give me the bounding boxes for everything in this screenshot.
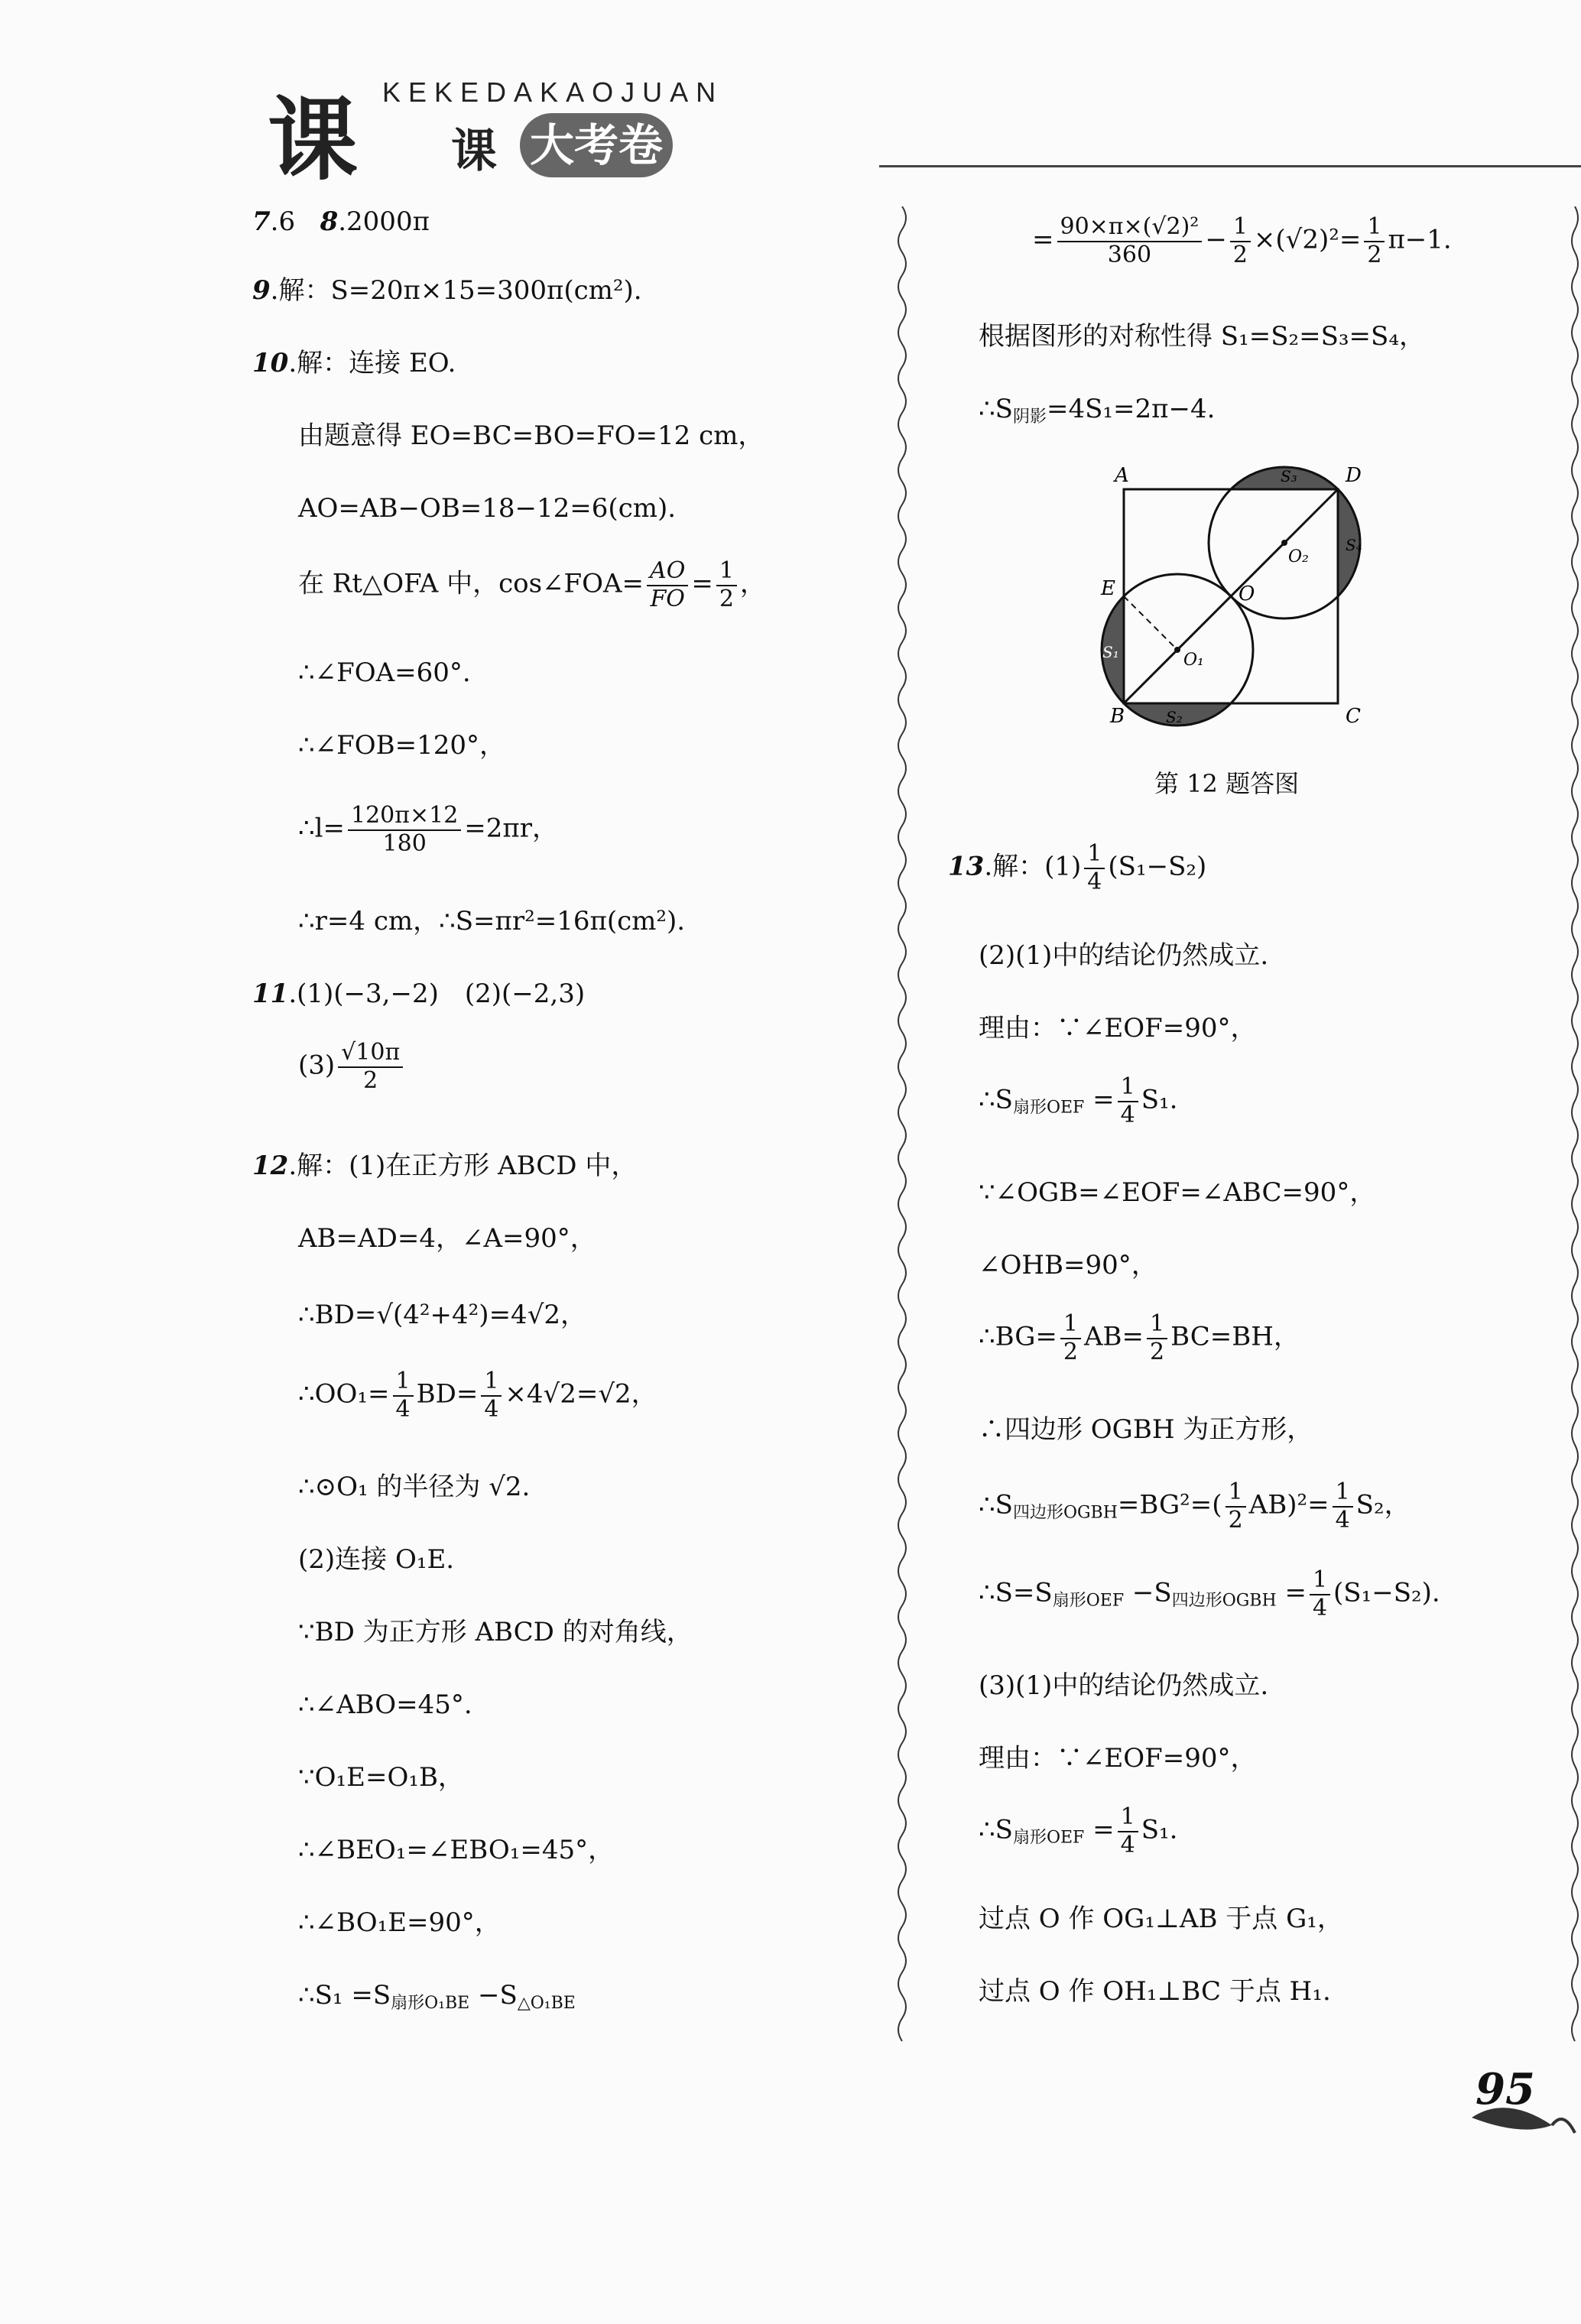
answer-12-line-2: AB=AD=4，∠A=90°，	[298, 1223, 596, 1254]
svg-text:O₁: O₁	[1183, 651, 1204, 670]
answer-13-line-4: $\therefore S_{扇形OEF}$ = $\frac{1}{4}$ S₁.	[979, 1073, 1178, 1128]
svg-text:D: D	[1346, 464, 1362, 487]
answer-13-line-10: $\therefore S=S_{扇形OEF} -S_{四边形OGBH}$ = $\frac{1}{4}$ (S₁−S₂).	[979, 1566, 1440, 1621]
answer-13-line-2: (2)(1)中的结论仍然成立.	[979, 940, 1269, 971]
answer-13-line-11: (3)(1)中的结论仍然成立.	[979, 1670, 1269, 1701]
answer-12-line-11: ∴∠BO₁E=90°，	[298, 1907, 501, 1938]
svg-text:S₄: S₄	[1346, 536, 1362, 554]
logo-character: 课	[268, 86, 359, 193]
answer-9: 9.解：S=20π×15=300π(cm²).	[252, 275, 642, 306]
svg-text:B: B	[1110, 705, 1125, 728]
figure-caption: 第 12 题答图	[1154, 769, 1300, 798]
answer-12-line-6: (2)连接 O₁E.	[298, 1544, 455, 1575]
column-divider	[891, 206, 914, 2056]
svg-text:S₂: S₂	[1166, 708, 1183, 726]
answer-13-line-3: 理由：∵∠EOF=90°，	[979, 1013, 1257, 1044]
svg-text:S₃: S₃	[1281, 467, 1297, 485]
answer-10-line-7: ∴l= $\frac{120\pi\times 12}{180}$ =2πr，	[298, 802, 559, 857]
svg-text:O₂: O₂	[1288, 547, 1309, 566]
answer-12-line-12: ∴S₁ $=S_{扇形O_1BE} -S_{\triangle O_1BE}$	[298, 1980, 576, 2013]
answer-11-line-2: (3) $\frac{√10\pi}{2}$	[298, 1040, 406, 1094]
figure-12-diagram	[1093, 459, 1368, 734]
svg-text:S₁: S₁	[1102, 643, 1119, 661]
logo-badge: 大考卷	[520, 113, 673, 177]
svg-text:E: E	[1101, 577, 1115, 600]
answer-12-cont-line-3: $\therefore S_{阴影}=4S_1=2\pi-4$.	[979, 394, 1216, 427]
answer-10-line-2: 由题意得 EO=BC=BO=FO=12 cm，	[298, 420, 765, 451]
answer-12-line-8: ∴∠ABO=45°.	[298, 1689, 472, 1720]
answer-10: 10.解：连接 EO.	[252, 348, 456, 378]
answer-12-line-9: ∵O₁E=O₁B，	[298, 1762, 464, 1793]
answer-13-line-6: ∠OHB=90°，	[979, 1250, 1157, 1280]
svg-text:A: A	[1115, 464, 1129, 487]
answer-10-line-8: ∴r=4 cm，∴S=πr²=16π(cm²).	[298, 906, 686, 936]
answer-10-line-5: ∴∠FOA=60°.	[298, 657, 471, 688]
answer-13-line-8: ∴四边形 OGBH 为正方形，	[979, 1414, 1313, 1445]
answer-12-cont-line-1: = $\frac{\text{90×π×(√2)²}}{360}$ − $\frac{1}{2}$ ×(√2)²= $\frac{1}{2}$ π−1.	[1032, 213, 1452, 268]
answer-7-8: 7.6 8.2000π	[252, 206, 430, 237]
answer-12-line-5: ∴⊙O₁ 的半径为 √2.	[298, 1472, 531, 1502]
answer-13-line-15: 过点 O 作 OH₁⊥BC 于点 H₁.	[979, 1976, 1331, 2007]
answer-12-line-10: ∴∠BEO₁=∠EBO₁=45°，	[298, 1835, 615, 1865]
answer-12: 12.解：(1)在正方形 ABCD 中，	[252, 1151, 638, 1181]
answer-10-line-6: ∴∠FOB=120°，	[298, 730, 505, 761]
answer-13-line-12: 理由：∵∠EOF=90°，	[979, 1743, 1257, 1774]
answer-13: 13.解：(1) $\frac{1}{4}$ (S₁−S₂)	[948, 840, 1207, 895]
answer-13-line-14: 过点 O 作 OG₁⊥AB 于点 G₁，	[979, 1904, 1343, 1934]
header-rule	[879, 165, 1581, 167]
svg-text:O: O	[1239, 583, 1255, 605]
page-number: 95	[1475, 2064, 1535, 2115]
answer-12-line-4: ∴OO₁= $\frac{1}{4}$ BD= $\frac{1}{4}$ ×4√2=√2，	[298, 1368, 657, 1423]
answer-12-line-7: ∵BD 为正方形 ABCD 的对角线，	[298, 1617, 693, 1647]
answer-12-line-3: ∴BD=√(4²+4²)=4√2，	[298, 1300, 586, 1330]
answer-11: 11.(1)(−3,−2) (2)(−2,3)	[252, 979, 586, 1009]
answer-13-line-13: $\therefore S_{扇形OEF}$ = $\frac{1}{4}$ S₁.	[979, 1803, 1178, 1858]
logo-pinyin: KEKEDAKAOJUAN	[382, 76, 724, 108]
answer-12-cont-line-2: 根据图形的对称性得 S₁=S₂=S₃=S₄，	[979, 321, 1425, 352]
answer-10-line-4: 在 Rt△OFA 中，cos∠FOA= $\frac{AO}{FO}$ = $\frac{1}{2}$ ，	[298, 557, 766, 612]
answer-13-line-9: $\therefore S_{四边形OGBH}=BG^2=$( $\frac{1}{2}$ AB)²= $\frac{1}{4}$ S₂，	[979, 1478, 1411, 1534]
answer-13-line-7: ∴BG= $\frac{1}{2}$ AB= $\frac{1}{2}$ BC=BH，	[979, 1310, 1300, 1365]
right-edge-divider	[1567, 206, 1581, 2056]
answer-10-line-3: AO=AB−OB=18−12=6(cm).	[298, 493, 677, 524]
logo-character-2: 课	[451, 125, 497, 178]
answer-13-line-5: ∵∠OGB=∠EOF=∠ABC=90°，	[979, 1177, 1376, 1208]
svg-text:C: C	[1346, 705, 1361, 728]
